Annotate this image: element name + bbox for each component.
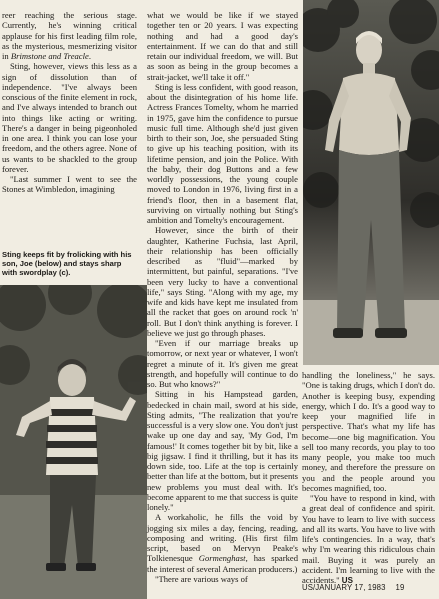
paragraph-text: , has sparked the interest of several American producers.)	[147, 553, 298, 574]
issue-date: US/JANUARY 17, 1983	[302, 583, 386, 592]
paragraph: what we would be like if we stayed together ten or 20 years. I was expecting nothing and had a good day's entertainment. If we can do that and still retain our individual freedom, we will. But as soon as being in the group becomes a strait-jacket, we'll take it off."	[147, 10, 298, 82]
photo-sting-standing	[303, 0, 439, 365]
article-column-2	[147, 10, 298, 584]
paragraph: "There are various ways of	[155, 573, 248, 584]
paragraph: handling the loneliness," he says. "One is taking drugs, which I don't do. Another is keeping busy, expending energy, which I do. It's a good way to keep your magnified life in perspective. That's what my life has become—one big magnification. You sell too many records, you play to too many people, you make too much money, and therefore the pressure on you and the people around you becomes magnified, too.	[302, 370, 435, 493]
photo-sting-standing-image	[303, 0, 439, 365]
page-footer	[302, 583, 404, 592]
article-column-3	[302, 370, 435, 586]
photo-caption: Sting keeps fit by frolicking with his son, Joe (below) and stays sharp with swordplay (c).	[2, 250, 132, 277]
paragraph: "Last summer I went to see the Stones at Wimbledon, imagining	[2, 174, 137, 195]
photo-son-joe-image	[0, 285, 147, 599]
book-title: Gormenghast	[198, 553, 246, 564]
photo-son-joe	[0, 285, 147, 599]
paragraph-text: reer reaching the serious stage. Currently, he's winning critical applause for his first leading film role, as the mysterious, mesmerizing visitor in	[2, 10, 137, 61]
end-mark: US	[341, 576, 353, 585]
paragraph-text: A workaholic, he fills the void by jogging six miles a day, fencing, reading, composing and writing. (His first film script, based on Mervyn Peake's Tolkienesque	[147, 512, 298, 564]
paragraph	[302, 493, 435, 586]
paragraph-text: .	[88, 51, 91, 61]
paragraph	[147, 512, 298, 574]
film-title: Brimstone and Treacle	[10, 51, 89, 61]
paragraph	[2, 10, 137, 61]
paragraph: Sitting in his Hampstead garden, bedecked in chain mail, sword at his side, Sting admits, "The realization that you're successful is a very slow one. You don't just wake up one day and say, 'My God, I'm famous!' It comes together bit by bit, like a big jigsaw. I find it thrilling, but it has its down side, too. Life at the top is certainly better than life at the bottom, but it presents new problems you must deal with. It's become apparent to me that success is quite lonely."	[147, 389, 298, 512]
page-number: 19	[395, 583, 405, 592]
paragraph: Sting is less confident, with good reason, about the disintegration of his home life. Actress Frances Tomelty, whom he married in 1975, gave him the confidence to pursue music full time. Although she'd just given birth to their son, Joe, she persuaded Sting to give up his teaching position, with its lifetime pension, and join the Police. With the baby, their dog Buttons and a few worldly possessions, the young couple moved to London in 1976, living first in a friend's floor, then in a basement flat, surviving on virtually nothing but Sting's ambition and Tomelty's encouragement.	[147, 81, 298, 225]
paragraph-text: "You have to respond in kind, with a great deal of confidence and spirit. You have to learn to live with success and all its warts. You have to live with life's contingencies. In a way, that's why I'm wearing this ridiculous chain mail. Buying it was purely an accident. I'm learning to live with the accidents."	[302, 493, 435, 585]
paragraph: Sting, however, views this less as a sign of dissolution than of independence. "I've always been conscious of the finite element in rock, and I've always intended to branch out into things like acting or writing. There's a danger in being pigeonholed in one area. I think you can lose your freedom, and the others agree. None of us wants to be shackled to the group forever.	[2, 61, 137, 174]
paragraph: However, since the birth of their daughter, Katherine Fuchsia, last April, their relationship has been officially described as "fluid"—marked by intermittent, but painful, separations. "I've been very lucky to have a conventional life," says Sting. "Along with my age, my wife and kids have kept me insulated from all the racket that goes on around rock 'n' roll. But I don't think anything is forever. I believe we just go through phases.	[147, 225, 298, 338]
paragraph: "Even if our marriage breaks up tomorrow, or next year or whatever, I won't regret a minute of it. It's given me great strength, and hopefully will continue to do so. But who knows?"	[147, 338, 298, 389]
article-column-1	[2, 10, 137, 195]
